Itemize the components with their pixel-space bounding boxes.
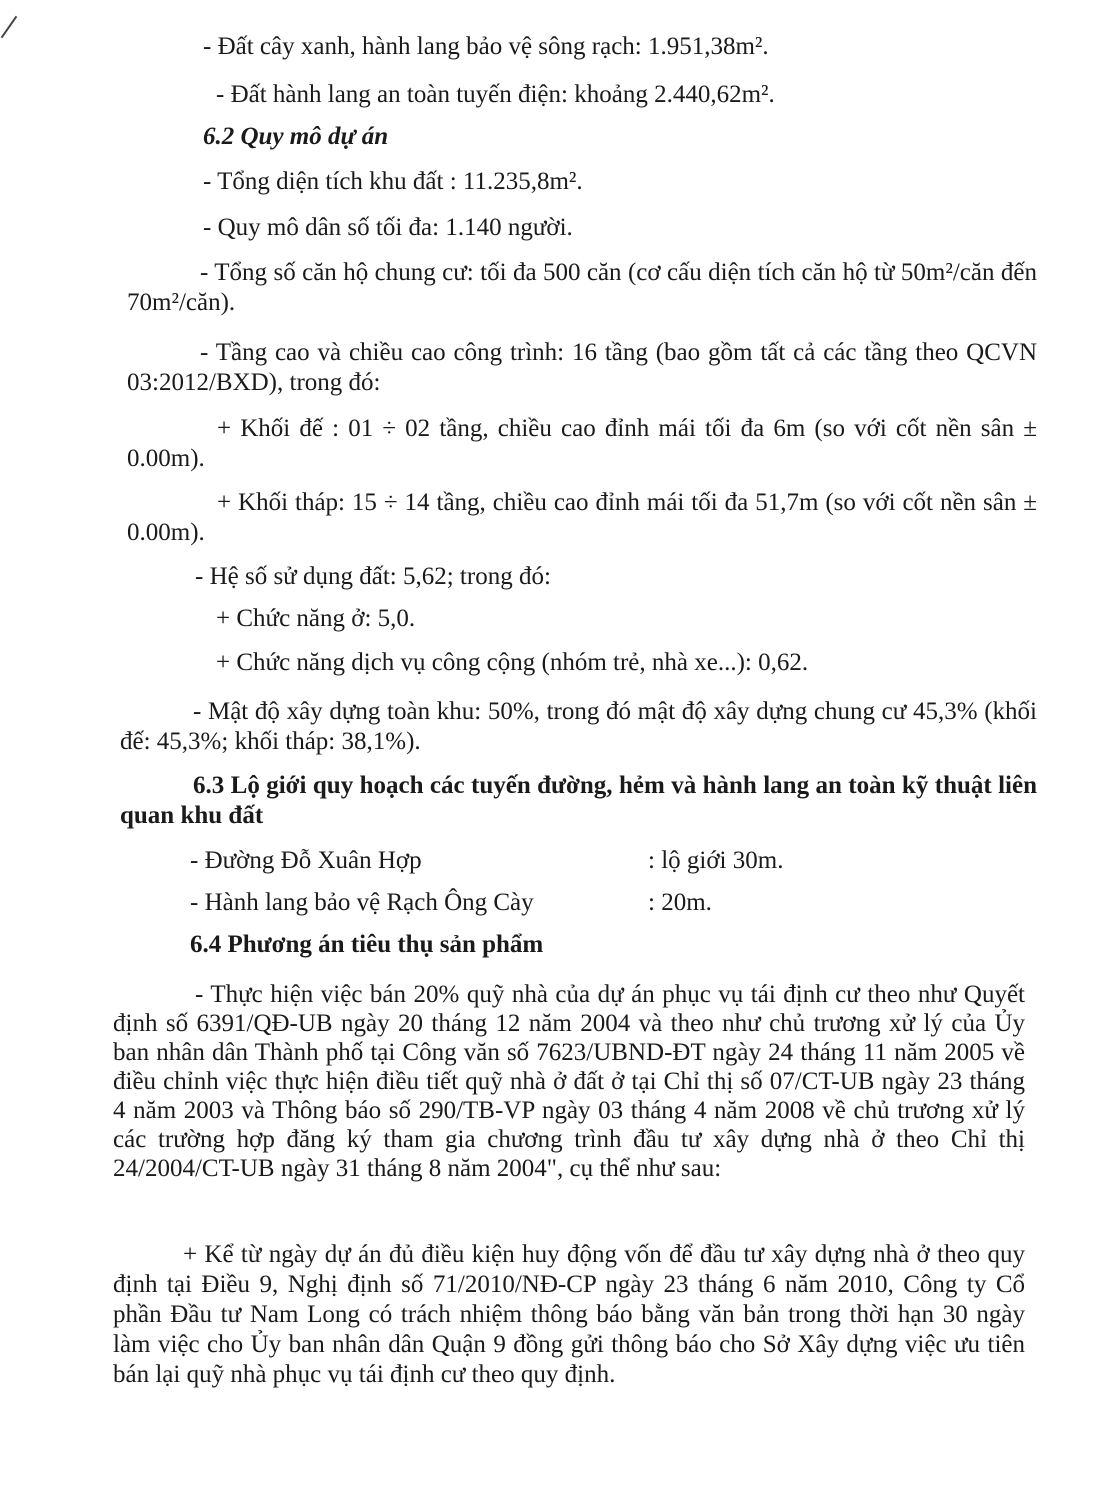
- total-area-line: - Tổng diện tích khu đất : 11.235,8m².: [203, 168, 583, 195]
- population-line: - Quy mô dân số tối đa: 1.140 người.: [203, 214, 573, 241]
- road-name-value: : lộ giới 30m.: [648, 847, 784, 874]
- scan-mark: [1, 16, 18, 38]
- canal-corridor-label: - Hành lang bảo vệ Rạch Ông Cày: [190, 889, 534, 916]
- section-6-4-heading: 6.4 Phương án tiêu thụ sản phẩm: [190, 931, 544, 958]
- section-6-2-heading: 6.2 Quy mô dự án: [203, 123, 389, 150]
- residential-function-line: + Chức năng ở: 5,0.: [216, 605, 416, 632]
- canal-corridor-value: : 20m.: [648, 889, 712, 916]
- floors-paragraph: - Tầng cao và chiều cao công trình: 16 tầng (bao gồm tất cả các tầng theo QCVN 03:2012/BXD), trong đó:: [127, 339, 1037, 396]
- road-name-label: - Đường Đỗ Xuân Hợp: [190, 847, 422, 874]
- podium-paragraph: + Khối đế : 01 ÷ 02 tầng, chiều cao đỉnh mái tối đa 6m (so với cốt nền sân ± 0.00m).: [127, 415, 1037, 472]
- land-use-coefficient-line: - Hệ số sử dụng đất: 5,62; trong đó:: [195, 563, 551, 590]
- power-corridor-line: - Đất hành lang an toàn tuyến điện: khoảng 2.440,62m².: [216, 81, 775, 108]
- sales-paragraph: - Thực hiện việc bán 20% quỹ nhà của dự án phục vụ tái định cư theo như Quyết định số 6391/QĐ-UB ngày 20 tháng 12 năm 2004 và theo như chủ trương xử lý của Ủy ban nhân dân Thành phố tại Công văn số 7623/UBND-ĐT ngày 24 tháng 11 năm 2005 về điều chỉnh việc thực hiện điều tiết quỹ nhà ở đất ở tại Chỉ thị số 07/CT-UB ngày 23 tháng 4 năm 2003 và Thông báo số 290/TB-VP ngày 03 tháng 4 năm 2008 về chủ trương xử lý các trường hợp đăng ký tham gia chương trình đầu tư xây dựng nhà ở theo Chỉ thị 24/2004/CT-UB ngày 31 tháng 8 năm 2004", cụ thể như sau:: [113, 981, 1025, 1182]
- section-6-3-heading: 6.3 Lộ giới quy hoạch các tuyến đường, hẻm và hành lang an toàn kỹ thuật liên quan khu đất: [120, 772, 1037, 829]
- apartments-paragraph: - Tổng số căn hộ chung cư: tối đa 500 căn (cơ cấu diện tích căn hộ từ 50m²/căn đến 70m²/căn).: [127, 259, 1037, 316]
- tower-paragraph: + Khối tháp: 15 ÷ 14 tầng, chiều cao đỉnh mái tối đa 51,7m (so với cốt nền sân ± 0.00m).: [127, 489, 1037, 546]
- capital-mobilization-paragraph: + Kể từ ngày dự án đủ điều kiện huy động vốn để đầu tư xây dựng nhà ở theo quy định tại Điều 9, Nghị định số 71/2010/NĐ-CP ngày 23 tháng 6 năm 2010, Công ty Cổ phần Đầu tư Nam Long có trách nhiệm thông báo bằng văn bản trong thời hạn 30 ngày làm việc cho Ủy ban nhân dân Quận 9 đồng gửi thông báo cho Sở Xây dựng việc ưu tiên bán lại quỹ nhà phục vụ tái định cư theo quy định.: [113, 1241, 1025, 1388]
- density-paragraph: - Mật độ xây dựng toàn khu: 50%, trong đó mật độ xây dựng chung cư 45,3% (khối đế: 45,3%; khối tháp: 38,1%).: [120, 698, 1037, 755]
- green-land-line: - Đất cây xanh, hành lang bảo vệ sông rạch: 1.951,38m².: [203, 33, 769, 60]
- public-service-function-line: + Chức năng dịch vụ công cộng (nhóm trẻ, nhà xe...): 0,62.: [216, 649, 809, 676]
